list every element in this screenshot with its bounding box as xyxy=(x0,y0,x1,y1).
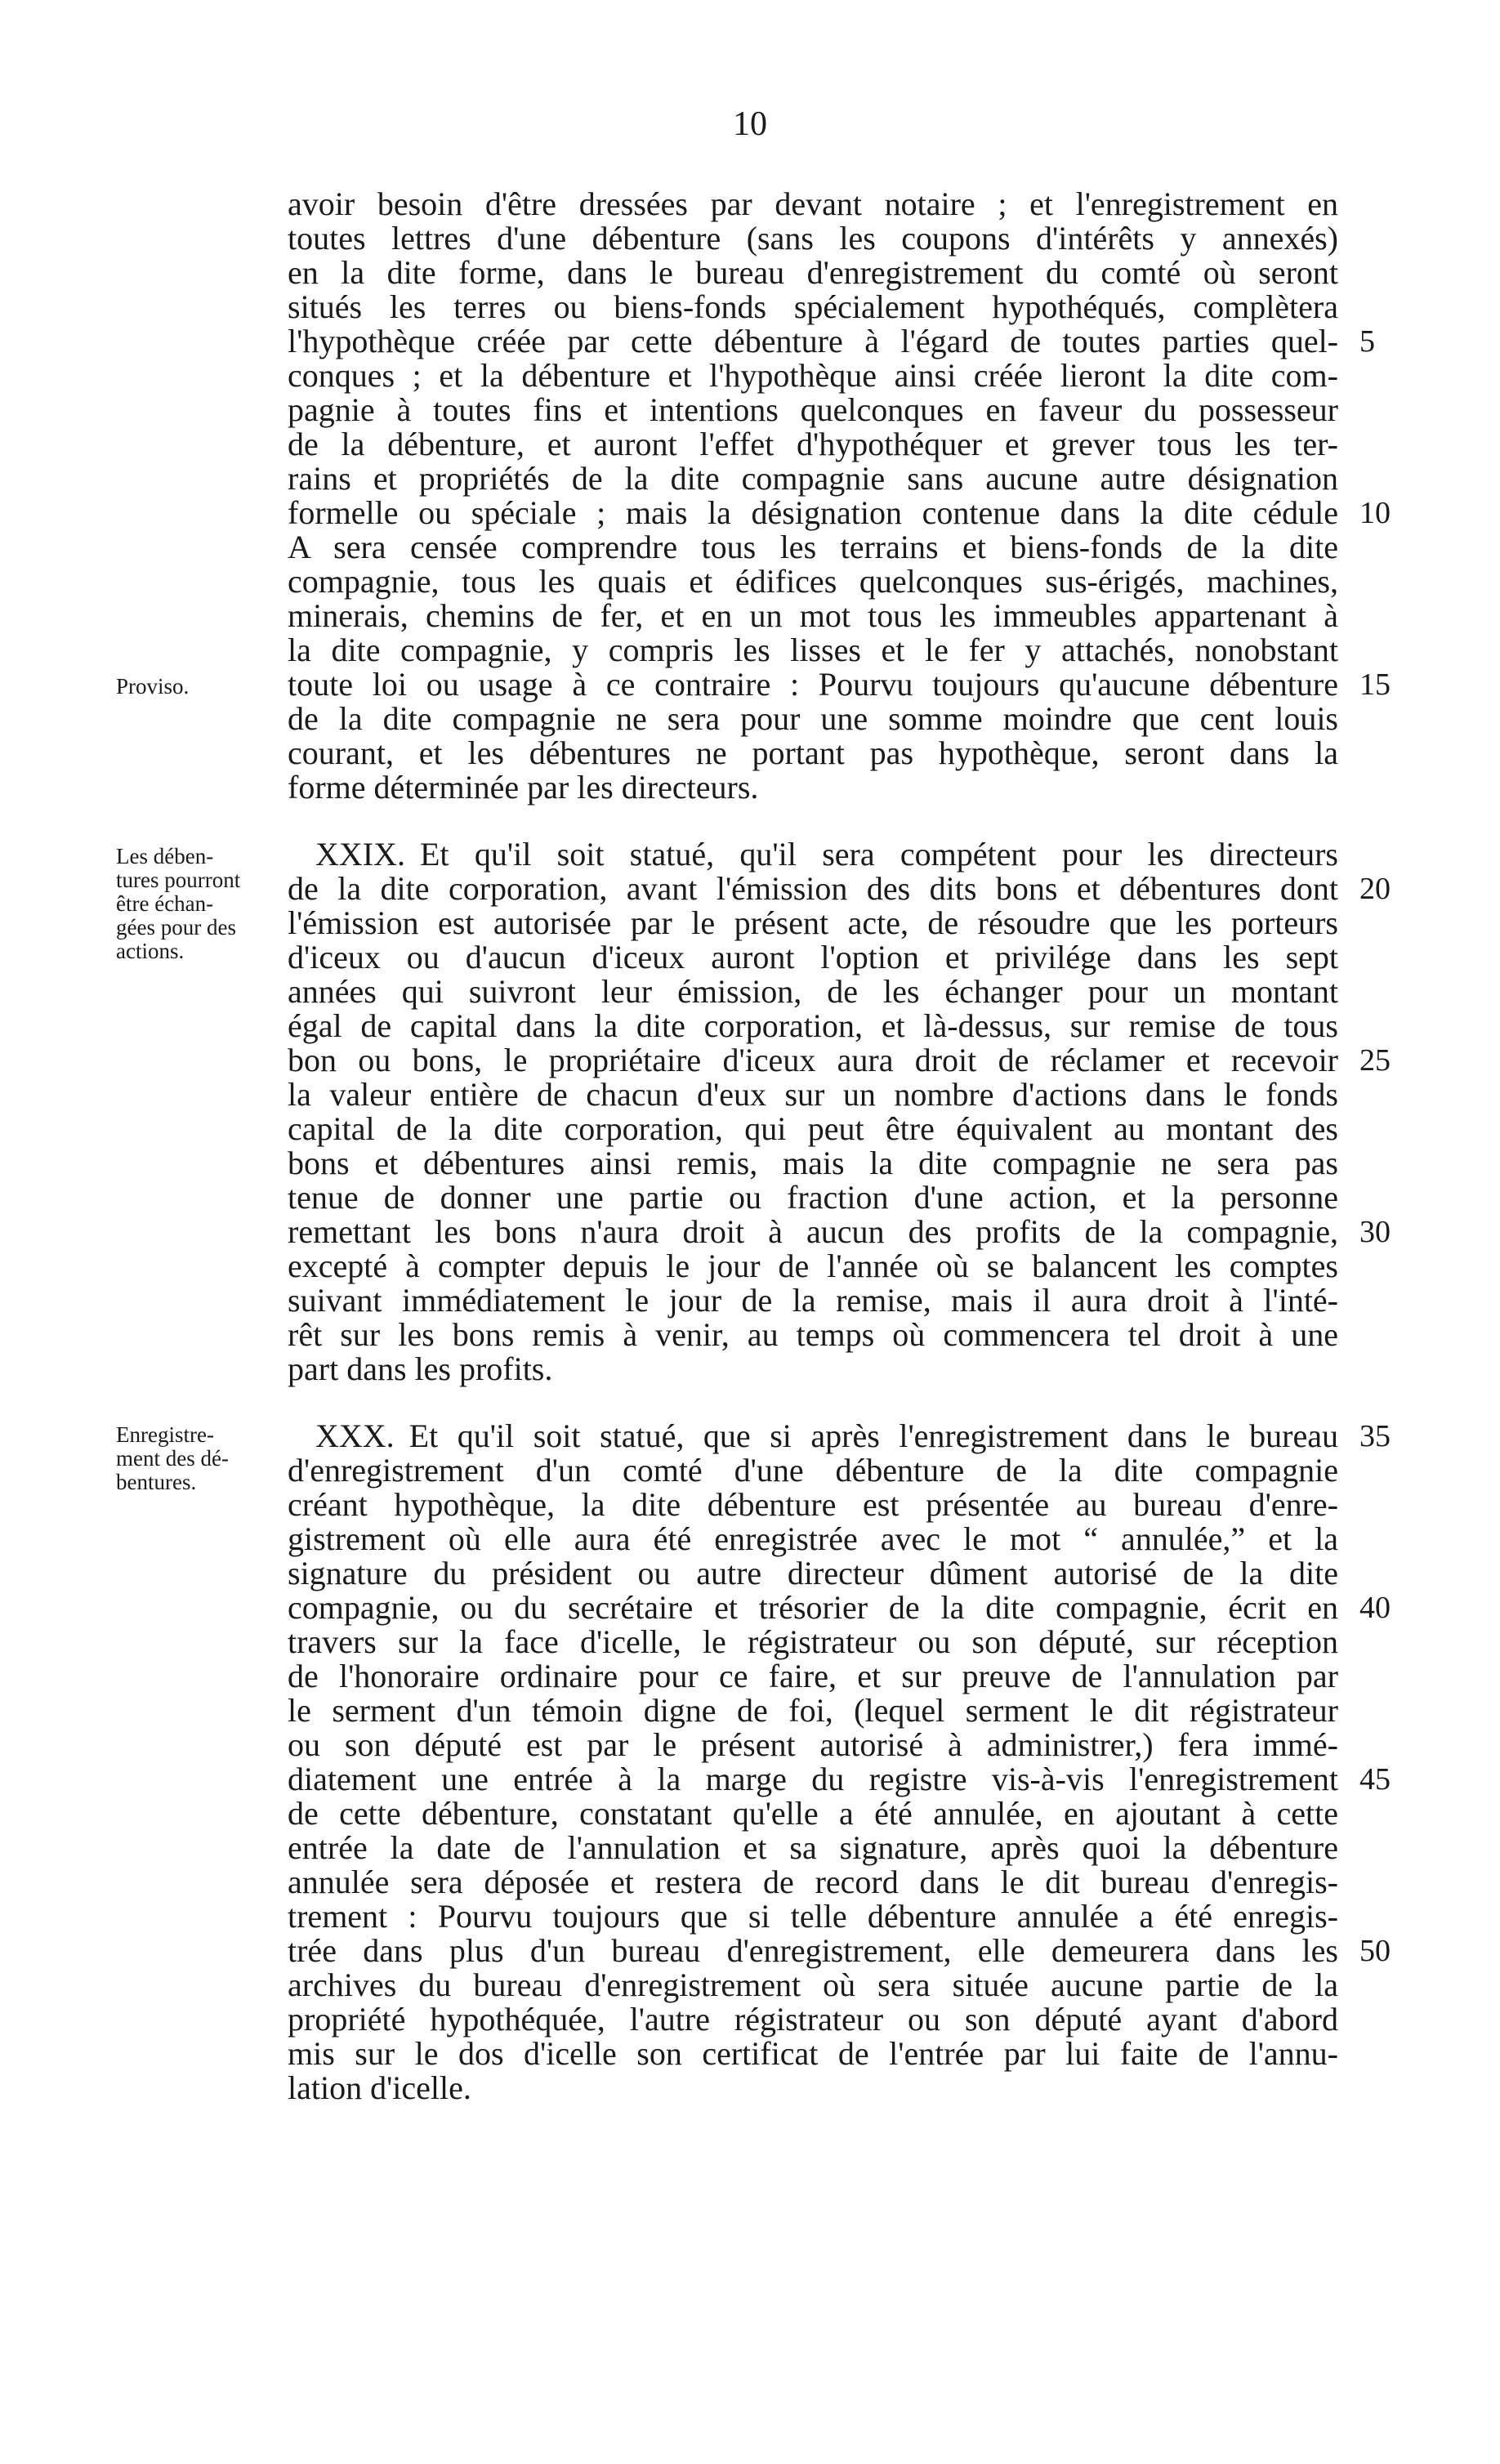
text-line: créant hypothèque, la dite débenture est présentée au bureau d'enre- xyxy=(288,1486,1338,1523)
margin-note-line: gées pour des xyxy=(116,915,236,940)
text-line: la dite compagnie, y compris les lisses et le fer y attachés, nonobstant xyxy=(288,632,1338,668)
margin-note-line: Enregistre- xyxy=(116,1422,214,1447)
line-number: 20 xyxy=(1359,872,1391,906)
text-line: remettant les bons n'aura droit à aucun des profits de la compagnie, xyxy=(288,1213,1338,1250)
text-line: gistrement où elle aura été enregistrée avec le mot “ annulée,” et la xyxy=(288,1520,1338,1557)
line-number: 15 xyxy=(1359,667,1391,702)
margin-note-line: tures pourront xyxy=(116,868,241,892)
margin-note-line: Proviso. xyxy=(116,674,190,699)
margin-note-line: ment des dé- xyxy=(116,1446,229,1471)
line-number: 35 xyxy=(1359,1419,1391,1453)
line-number: 50 xyxy=(1359,1934,1391,1968)
text-line: compagnie, ou du secrétaire et trésorier de la dite compagnie, écrit en xyxy=(288,1589,1338,1626)
text-line: bons et débentures ainsi remis, mais la dite compagnie ne sera pas xyxy=(288,1145,1338,1181)
margin-note-debentures-exchange xyxy=(116,845,279,963)
text-line: excepté à compter depuis le jour de l'année où se balancent les comptes xyxy=(288,1248,1338,1284)
text-line: toute loi ou usage à ce contraire : Pourvu toujours qu'aucune débenture xyxy=(288,666,1338,703)
text-line: suivant immédiatement le jour de la remise, mais il aura droit à l'inté- xyxy=(288,1282,1338,1319)
text-line: lation d'icelle. xyxy=(288,2069,471,2106)
text-line: propriété hypothéquée, l'autre régistrateur ou son député ayant d'abord xyxy=(288,2001,1338,2038)
margin-note-registration xyxy=(116,1423,279,1494)
text-line: d'iceux ou d'aucun d'iceux auront l'option et privilége dans les sept xyxy=(288,939,1338,975)
text-line: avoir besoin d'être dressées par devant notaire ; et l'enregistrement en xyxy=(288,185,1338,222)
line-number: 25 xyxy=(1359,1043,1391,1078)
line-number: 5 xyxy=(1359,324,1375,359)
margin-note-proviso xyxy=(116,675,279,699)
margin-note-line: bentures. xyxy=(116,1470,197,1494)
text-line: capital de la dite corporation, qui peut être équivalent au montant des xyxy=(288,1110,1338,1147)
text-line: A sera censée comprendre tous les terrains et biens-fonds de la dite xyxy=(288,529,1338,565)
text-line: de la dite compagnie ne sera pour une somme moindre que cent louis xyxy=(288,700,1338,737)
text-line: conques ; et la débenture et l'hypothèque ainsi créée lieront la dite com- xyxy=(288,357,1338,394)
text-line: années qui suivront leur émission, de les échanger pour un montant xyxy=(288,973,1338,1010)
margin-note-line: Les dében- xyxy=(116,844,214,868)
section-first-line xyxy=(315,837,1338,873)
text-line: d'enregistrement d'un comté d'une débenture de la dite compagnie xyxy=(288,1452,1338,1489)
text-line: en la dite forme, dans le bureau d'enregistrement du comté où seront xyxy=(288,254,1338,291)
text-line: de la débenture, et auront l'effet d'hypothéquer et grever tous les ter- xyxy=(288,426,1338,462)
text-line: signature du président ou autre directeur dûment autorisé de la dite xyxy=(288,1555,1338,1591)
text-line: travers sur la face d'icelle, le régistrateur ou son député, sur réception xyxy=(288,1623,1338,1660)
text-line: trement : Pourvu toujours que si telle débenture annulée a été enregis- xyxy=(288,1898,1338,1935)
text-line: mis sur le dos d'icelle son certificat de l'entrée par lui faite de l'annu- xyxy=(288,2035,1338,2072)
page-number: 10 xyxy=(733,105,767,143)
text-line: compagnie, tous les quais et édifices quelconques sus-érigés, machines, xyxy=(288,563,1338,600)
text-line: trée dans plus d'un bureau d'enregistrement, elle demeurera dans les xyxy=(288,1932,1338,1969)
text-line: entrée la date de l'annulation et sa signature, après quoi la débenture xyxy=(288,1829,1338,1866)
section-first-line xyxy=(315,1418,1338,1454)
margin-note-line: être échan- xyxy=(116,891,214,916)
text-line: annulée sera déposée et restera de record dans le dit bureau d'enregis- xyxy=(288,1864,1338,1900)
text-line: égal de capital dans la dite corporation, et là-dessus, sur remise de tous xyxy=(288,1007,1338,1044)
margin-note-line: actions. xyxy=(116,939,185,963)
text-line: formelle ou spéciale ; mais la désignation contenue dans la dite cédule xyxy=(288,494,1338,531)
text-line: la valeur entière de chacun d'eux sur un nombre d'actions dans le fonds xyxy=(288,1076,1338,1113)
line-number: 40 xyxy=(1359,1591,1391,1625)
text-line: pagnie à toutes fins et intentions quelconques en faveur du possesseur xyxy=(288,391,1338,428)
text-line: l'hypothèque créée par cette débenture à l'égard de toutes parties quel- xyxy=(288,323,1338,359)
text-line: de cette débenture, constatant qu'elle a été annulée, en ajoutant à cette xyxy=(288,1795,1338,1832)
text-line: l'émission est autorisée par le présent acte, de résoudre que les porteurs xyxy=(288,904,1338,941)
text-line: ou son député est par le présent autorisé à administrer,) fera immé- xyxy=(288,1726,1338,1763)
text-line: de la dite corporation, avant l'émission des dits bons et débentures dont xyxy=(288,870,1338,907)
text-line: diatement une entrée à la marge du registre vis-à-vis l'enregistrement xyxy=(288,1761,1338,1797)
text-line: bon ou bons, le propriétaire d'iceux aura droit de réclamer et recevoir xyxy=(288,1042,1338,1078)
text-line: part dans les profits. xyxy=(288,1350,553,1387)
line-number: 45 xyxy=(1359,1762,1391,1797)
text-line: Et qu'il soit statué, qu'il sera compétent pour les directeurs xyxy=(419,836,1338,873)
text-line: rêt sur les bons remis à venir, au temps où commencera tel droit à une xyxy=(288,1316,1338,1353)
section-number: XXX. xyxy=(315,1417,395,1454)
text-line: rains et propriétés de la dite compagnie sans aucune autre désignation xyxy=(288,460,1338,497)
text-line: situés les terres ou biens-fonds spécialement hypothéqués, complètera xyxy=(288,288,1338,325)
line-number: 30 xyxy=(1359,1215,1391,1249)
text-line: toutes lettres d'une débenture (sans les coupons d'intérêts y annexés) xyxy=(288,220,1338,257)
text-line: Et qu'il soit statué, que si après l'enregistrement dans le bureau xyxy=(408,1417,1338,1454)
text-line: archives du bureau d'enregistrement où sera située aucune partie de la xyxy=(288,1966,1338,2003)
text-line: forme déterminée par les directeurs. xyxy=(288,769,759,806)
text-line: de l'honoraire ordinaire pour ce faire, et sur preuve de l'annulation par xyxy=(288,1658,1338,1694)
text-line: le serment d'un témoin digne de foi, (lequel serment le dit régistrateur xyxy=(288,1692,1338,1729)
text-line: courant, et les débentures ne portant pas hypothèque, seront dans la xyxy=(288,734,1338,771)
section-number: XXIX. xyxy=(315,836,405,873)
text-line: tenue de donner une partie ou fraction d'une action, et la personne xyxy=(288,1179,1338,1216)
line-number: 10 xyxy=(1359,496,1391,530)
text-line: minerais, chemins de fer, et en un mot tous les immeubles appartenant à xyxy=(288,597,1338,634)
